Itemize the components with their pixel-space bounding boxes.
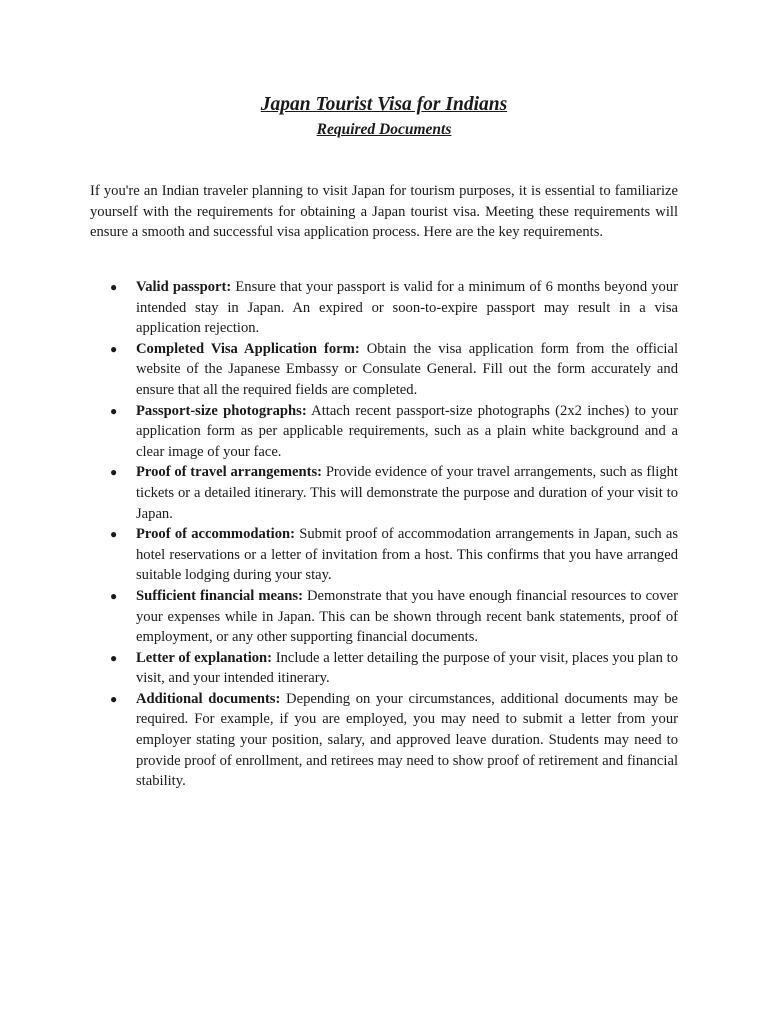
bullet-icon: ● — [110, 588, 118, 603]
requirement-term: Proof of travel arrangements: — [136, 464, 323, 481]
requirement-text: Provide evidence of your travel arrangements, such as flight tickets or a detailed itinerary. This will demonstrate the purpose and duration of your visit to Japan. — [136, 464, 678, 522]
requirement-term: Completed Visa Application form: — [136, 340, 360, 357]
requirement-term: Letter of explanation: — [136, 649, 273, 666]
requirement-text: Demonstrate that you have enough financial resources to cover your expenses while in Japan. This can be shown through recent bank statements, proof of employment, or any other supporting financial documents. — [136, 587, 678, 646]
list-item — [90, 648, 678, 689]
requirement-term: Passport-size photographs: — [136, 402, 307, 419]
page-title: Japan Tourist Visa for Indians — [260, 94, 508, 115]
bullet-icon: ● — [110, 527, 118, 542]
page-subtitle: Required Documents — [316, 121, 452, 138]
requirement-term: Sufficient financial means: — [136, 587, 303, 604]
bullet-icon: ● — [110, 465, 118, 480]
requirement-text: Depending on your circumstances, additional documents may be required. For example, if you are employed, you may need to submit a letter from your employer stating your position, salary, and approved leave duration. Students may need to provide proof of enrollment, and retirees may need to show proof of retirement and financial stability. — [136, 690, 679, 790]
list-item — [90, 524, 678, 586]
requirement-text: Ensure that your passport is valid for a minimum of 6 months beyond your intended stay in Japan. An expired or soon-to-expire passport may result in a visa application rejection. — [136, 279, 678, 337]
requirement-text: Include a letter detailing the purpose of your visit, places you plan to visit, and your intended itinerary. — [136, 649, 678, 687]
requirement-term: Additional documents: — [136, 690, 281, 707]
list-item — [90, 462, 678, 524]
requirement-term: Proof of accommodation: — [136, 526, 295, 543]
list-item — [90, 401, 678, 463]
requirement-text: Submit proof of accommodation arrangements in Japan, such as hotel reservations or a letter of invitation from a host. This confirms that you have arranged suitable lodging during your stay. — [136, 526, 679, 584]
list-item — [90, 689, 678, 792]
bullet-icon: ● — [110, 341, 118, 356]
requirement-term: Valid passport: — [136, 279, 232, 295]
requirements-list — [90, 277, 678, 792]
list-item — [90, 277, 678, 339]
requirement-text: Attach recent passport-size photographs (2x2 inches) to your application form as per applicable requirements, such as a plain white background and a clear image of your face. — [136, 402, 679, 460]
bullet-icon: ● — [110, 691, 118, 706]
list-item — [90, 339, 678, 401]
bullet-icon: ● — [110, 650, 118, 665]
bullet-icon: ● — [110, 280, 118, 294]
list-item — [90, 586, 678, 648]
requirement-text: Obtain the visa application form from the official website of the Japanese Embassy or Consulate General. Fill out the form accurately and ensure that all the required fields are completed. — [136, 340, 678, 398]
bullet-icon: ● — [110, 403, 118, 418]
intro-paragraph: If you're an Indian traveler planning to visit Japan for tourism purposes, it is essential to familiarize yourself with the requirements for obtaining a Japan tourist visa. Meeting these requirements will ensure a smooth and successful visa application process. Here are the key requirements. — [90, 183, 678, 241]
